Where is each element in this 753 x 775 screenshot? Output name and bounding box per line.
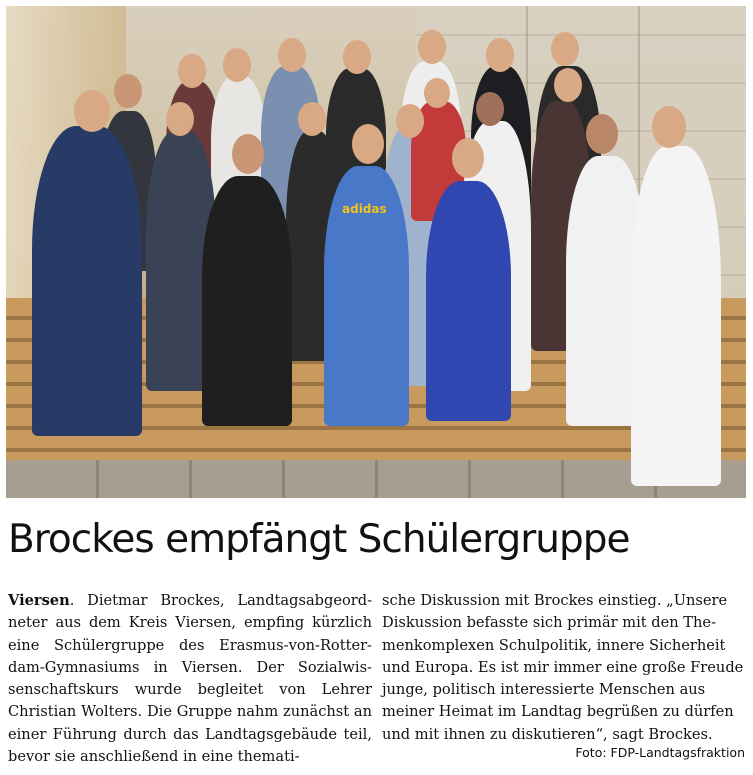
head [586,114,618,154]
body-text-2: sche Diskussion mit Brockes einstieg. „Unsere Diskussion befasste sich primär mit den The-menkomplexen Schulpolitik, innere Sicherheit und Europa. Es ist mir immer eine große Freude junge, politisch interessierte Menschen aus meiner Heimat im Landtag begrüßen zu dürfen und mit ihnen zu diskutieren“, sagt Brockes. [382,592,744,743]
head [166,102,194,136]
head [486,38,514,72]
head [551,32,579,66]
group-photo [6,6,746,498]
body-text-1: . Dietmar Brockes, Landtagsabgeord-neter aus dem Kreis Viersen, empfing kürzlich eine Schülergruppe des Erasmus-von-Rotter-dam-Gymnasiums in Viersen. Der Sozialwis-senschaftskurs wurde begleitet von Lehrer Christian Wolters. Die Gruppe nahm zunächst an einer Führung durch das Landtagsgebäude teil, bevor sie anschließend in eine themati- [8,592,372,766]
headline: Brockes empfängt Schülergruppe [8,517,630,562]
head [278,38,306,72]
head [352,124,384,164]
head [232,134,264,174]
head [298,102,326,136]
dateline: Viersen [8,592,70,609]
head [476,92,504,126]
person [202,176,292,426]
head [178,54,206,88]
person [426,181,511,421]
article-column-1 [8,590,372,768]
head [554,68,582,102]
head [424,78,450,108]
head [652,106,686,148]
adidas-logo: adidas [342,202,387,216]
head [74,90,110,132]
person [32,126,142,436]
photo-credit: Foto: FDP-Landtagsfraktion [575,745,745,760]
head [452,138,484,178]
article-column-2 [382,590,746,746]
head [114,74,142,108]
head [223,48,251,82]
head [418,30,446,64]
head [396,104,424,138]
head [343,40,371,74]
person [631,146,721,486]
